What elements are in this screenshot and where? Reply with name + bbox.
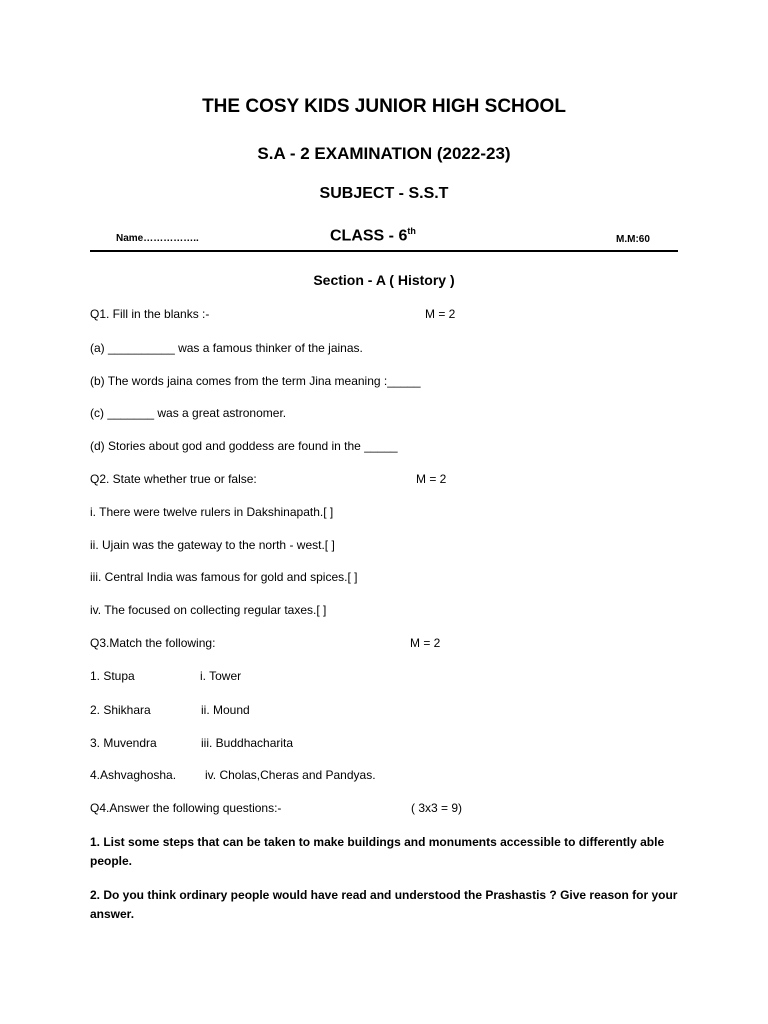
q1-item-a: (a) __________ was a famous thinker of the jainas. — [90, 341, 363, 355]
match-right-4: iv. Cholas,Cheras and Pandyas. — [205, 768, 376, 782]
q1-marks: M = 2 — [425, 307, 456, 321]
q3-marks: M = 2 — [410, 636, 441, 650]
q3-title: Q3.Match the following: — [90, 636, 216, 650]
q1-item-b: (b) The words jaina comes from the term Jina meaning :_____ — [90, 374, 421, 388]
q2-item-1: i. There were twelve rulers in Dakshinapath.[ ] — [90, 505, 334, 519]
q2-marks: M = 2 — [416, 472, 447, 486]
q2-title: Q2. State whether true or false: — [90, 472, 257, 486]
q4-marks: ( 3x3 = 9) — [411, 801, 463, 815]
match-left-3: 3. Muvendra — [90, 736, 157, 750]
match-left-1: 1. Stupa — [90, 669, 135, 683]
q1-item-c: (c) _______ was a great astronomer. — [90, 406, 287, 420]
q2-item-4: iv. The focused on collecting regular taxes.[ ] — [90, 603, 327, 617]
q2-item-2: ii. Ujain was the gateway to the north - west.[ ] — [90, 538, 335, 552]
q4-title: Q4.Answer the following questions:- — [90, 801, 282, 815]
q2-item-3: iii. Central India was famous for gold and spices.[ ] — [90, 570, 358, 584]
q4-item-2: 2. Do you think ordinary people would have read and understood the Prashastis ? Give reason for your answer. — [90, 888, 678, 921]
student-name-label: Name…………….. — [116, 233, 199, 244]
class-label — [330, 226, 416, 245]
class-superscript: th — [407, 226, 416, 236]
class-text: CLASS - 6 — [330, 227, 408, 245]
header-divider — [90, 250, 678, 252]
exam-title: S.A - 2 EXAMINATION (2022-23) — [257, 144, 511, 163]
section-title: Section - A ( History ) — [313, 272, 455, 288]
q4-item-1: 1. List some steps that can be taken to make buildings and monuments accessible to differently able people. — [90, 835, 665, 868]
subject-title: SUBJECT - S.S.T — [319, 185, 449, 202]
max-marks: M.M:60 — [616, 234, 650, 245]
match-left-4: 4.Ashvaghosha. — [90, 768, 177, 782]
match-left-2: 2. Shikhara — [90, 703, 151, 717]
school-name: THE COSY KIDS JUNIOR HIGH SCHOOL — [202, 96, 566, 117]
match-right-3: iii. Buddhacharita — [201, 736, 294, 750]
q1-title: Q1. Fill in the blanks :- — [90, 307, 210, 321]
match-right-2: ii. Mound — [201, 703, 250, 717]
match-right-1: i. Tower — [200, 669, 242, 683]
q1-item-d: (d) Stories about god and goddess are found in the _____ — [90, 439, 398, 453]
